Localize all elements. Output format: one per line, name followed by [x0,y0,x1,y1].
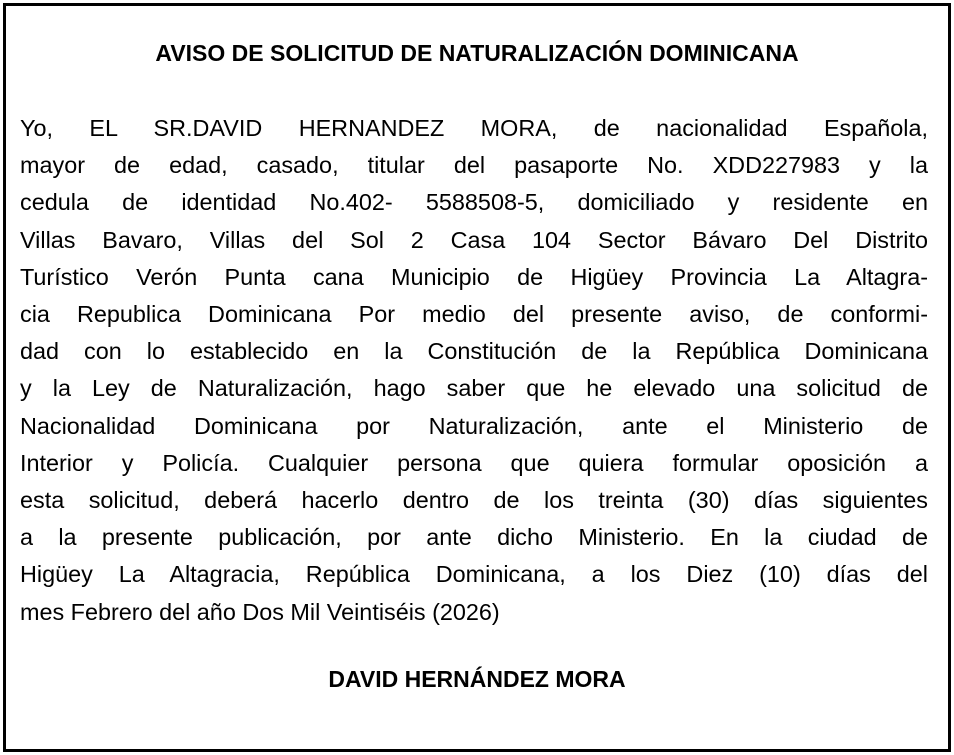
signature-name: DAVID HERNÁNDEZ MORA [328,666,626,692]
body-line: cia Republica Dominicana Por medio del presente aviso, de conformi- [20,301,928,328]
body-line: Villas Bavaro, Villas del Sol 2 Casa 104 Sector Bávaro Del Distrito [20,226,928,253]
notice-title: AVISO DE SOLICITUD DE NATURALIZACIÓN DOMINICANA [155,40,799,66]
body-line: Nacionalidad Dominicana por Naturalización, ante el Ministerio de [20,412,928,439]
body-line: mayor de edad, casado, titular del pasaporte No. XDD227983 y la [20,152,928,179]
notice-body [20,110,928,631]
body-line: Higüey La Altagracia, República Dominicana, a los Diez (10) días del [20,561,928,588]
body-line-last: mes Febrero del año Dos Mil Veintiséis (2026) [20,598,500,625]
body-line: Interior y Policía. Cualquier persona que quiera formular oposición a [20,449,928,476]
body-line: esta solicitud, deberá hacerlo dentro de los treinta (30) días siguientes [20,487,928,514]
body-line: y la Ley de Naturalización, hago saber que he elevado una solicitud de [20,375,928,402]
body-line: a la presente publicación, por ante dicho Ministerio. En la ciudad de [20,524,928,551]
body-line: Yo, EL SR.DAVID HERNANDEZ MORA, de nacionalidad Española, [20,115,928,141]
body-line: dad con lo establecido en la Constitución de la República Dominicana [20,338,928,365]
body-line: cedula de identidad No.402- 5588508-5, domiciliado y residente en [20,189,928,216]
body-line: Turístico Verón Punta cana Municipio de Higüey Provincia La Altagra- [20,263,928,290]
